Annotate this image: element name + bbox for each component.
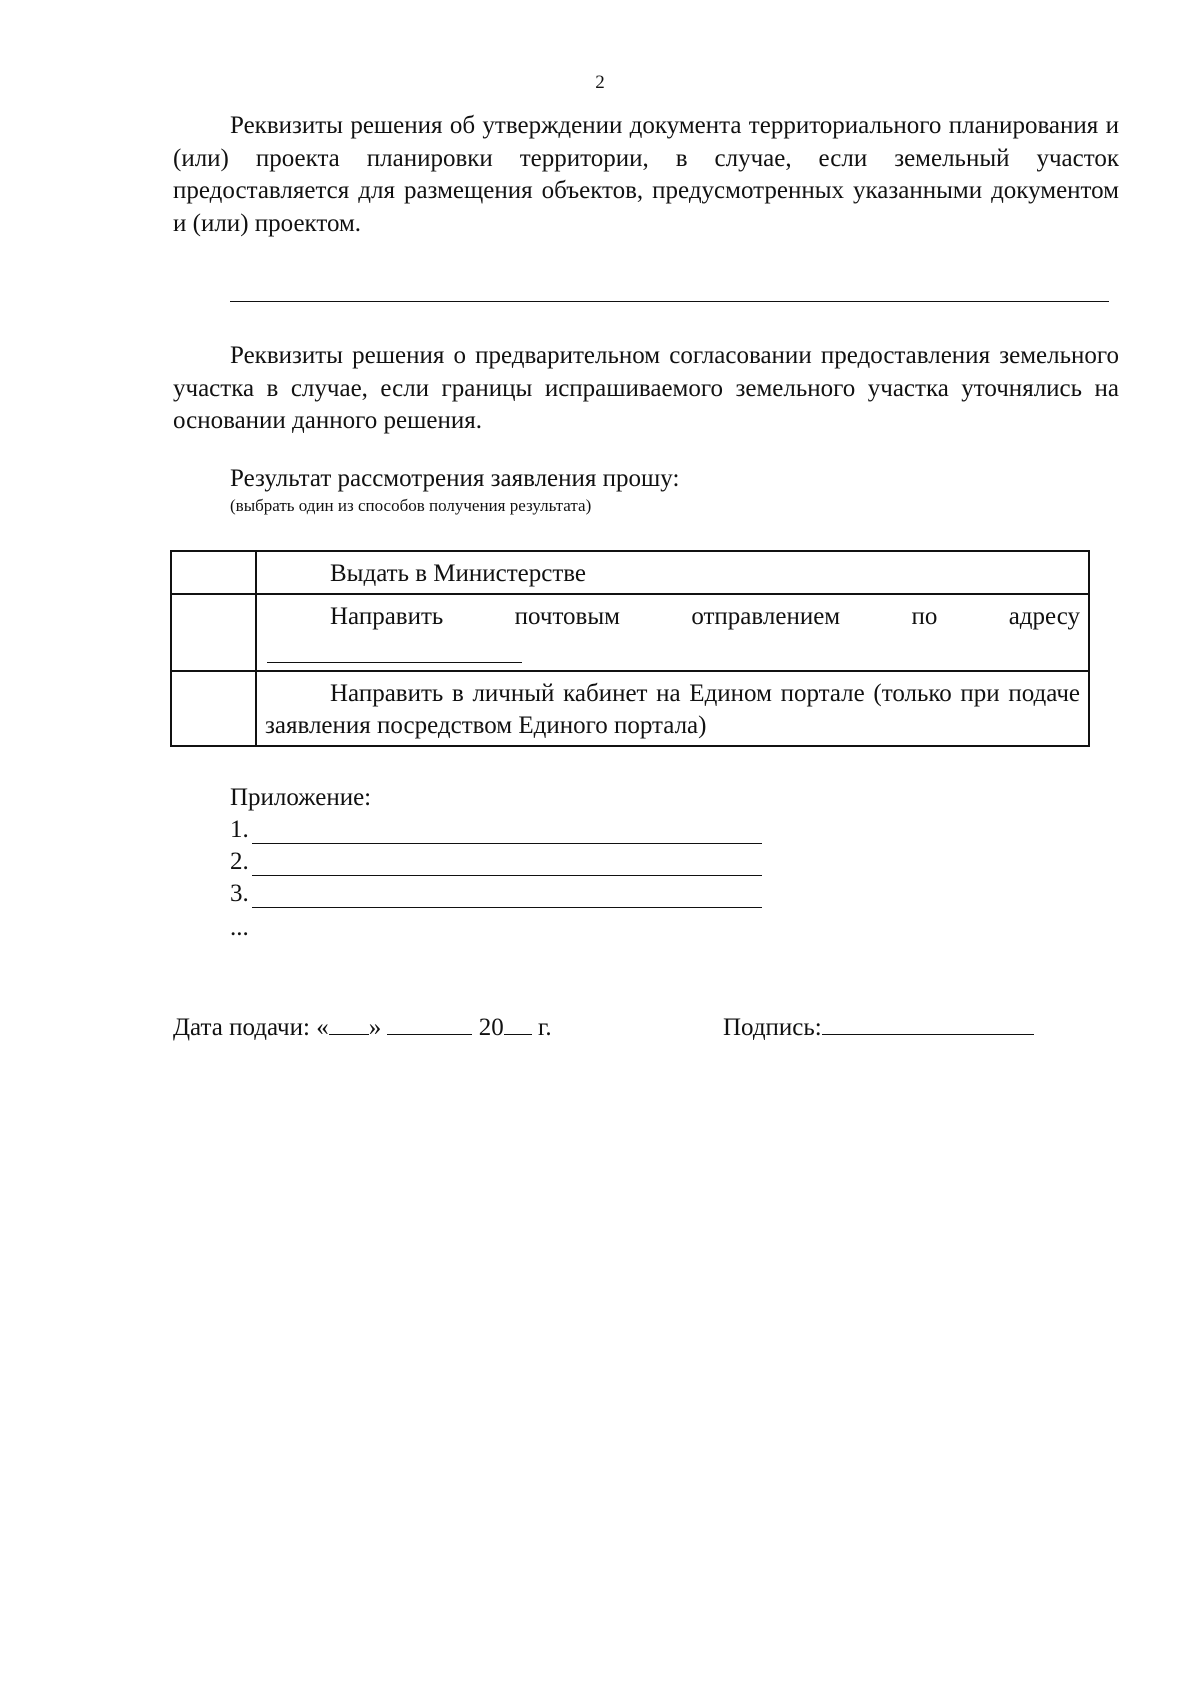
option-checkbox-portal[interactable] bbox=[172, 672, 257, 745]
appendix-fill-line-3[interactable] bbox=[252, 907, 762, 908]
result-heading: Результат рассмотрения заявления прошу: bbox=[230, 465, 680, 492]
option-row-post bbox=[172, 595, 1088, 672]
approval-details-paragraph: Реквизиты решения об утверждении документа территориального планирования и (или) проекта планировки территории, в случае, если земельный участок предоставляется для размещения объектов, предусмотренных указанными документом и (или) проектом. bbox=[173, 112, 1119, 237]
appendix-item-2 bbox=[230, 846, 249, 878]
date-close-quote: » bbox=[368, 1014, 382, 1041]
address-fill-line[interactable] bbox=[267, 662, 522, 663]
result-hint: (выбрать один из способов получения результата) bbox=[230, 496, 592, 515]
option-checkbox-ministry[interactable] bbox=[172, 552, 257, 593]
option-row-portal bbox=[172, 672, 1088, 745]
appendix-fill-line-1[interactable] bbox=[252, 843, 762, 844]
page-number: 2 bbox=[595, 72, 605, 93]
appendix-item-3 bbox=[230, 878, 249, 910]
appendix-item-ellipsis bbox=[230, 912, 249, 944]
signature-label: Подпись: bbox=[723, 1014, 822, 1041]
year-prefix: 20 bbox=[478, 1014, 504, 1041]
date-label: Дата подачи: « bbox=[173, 1014, 329, 1041]
appendix-item-number: 2. bbox=[230, 848, 249, 875]
result-options-table bbox=[170, 550, 1090, 747]
appendix-item-1 bbox=[230, 814, 249, 846]
option-label-ministry: Выдать в Министерстве bbox=[330, 560, 587, 587]
year-fill-line[interactable] bbox=[504, 1010, 532, 1035]
signature-fill-line[interactable] bbox=[822, 1010, 1034, 1035]
appendix-item-number: 3. bbox=[230, 880, 249, 907]
option-row-ministry bbox=[172, 552, 1088, 595]
day-fill-line[interactable] bbox=[329, 1010, 369, 1035]
appendix-fill-line-2[interactable] bbox=[252, 875, 762, 876]
year-suffix: г. bbox=[537, 1014, 552, 1041]
option-label-portal: Направить в личный кабинет на Едином портале (только при подаче заявления посредством Единого портала) bbox=[265, 680, 1080, 739]
signature bbox=[723, 1010, 1034, 1044]
appendix-ellipsis: ... bbox=[230, 914, 249, 941]
appendix-title: Приложение: bbox=[230, 784, 372, 811]
month-fill-line[interactable] bbox=[387, 1010, 472, 1035]
submission-date bbox=[173, 1010, 552, 1044]
option-checkbox-post[interactable] bbox=[172, 595, 257, 670]
appendix-item-number: 1. bbox=[230, 816, 249, 843]
approval-details-fill-line[interactable] bbox=[230, 301, 1109, 302]
preliminary-approval-paragraph: Реквизиты решения о предварительном согласовании предоставления земельного участка в случае, если границы испрашиваемого земельного участка уточнялись на основании данного решения. bbox=[173, 342, 1119, 434]
option-label-post: Направить почтовым отправлением по адресу bbox=[330, 603, 1080, 630]
